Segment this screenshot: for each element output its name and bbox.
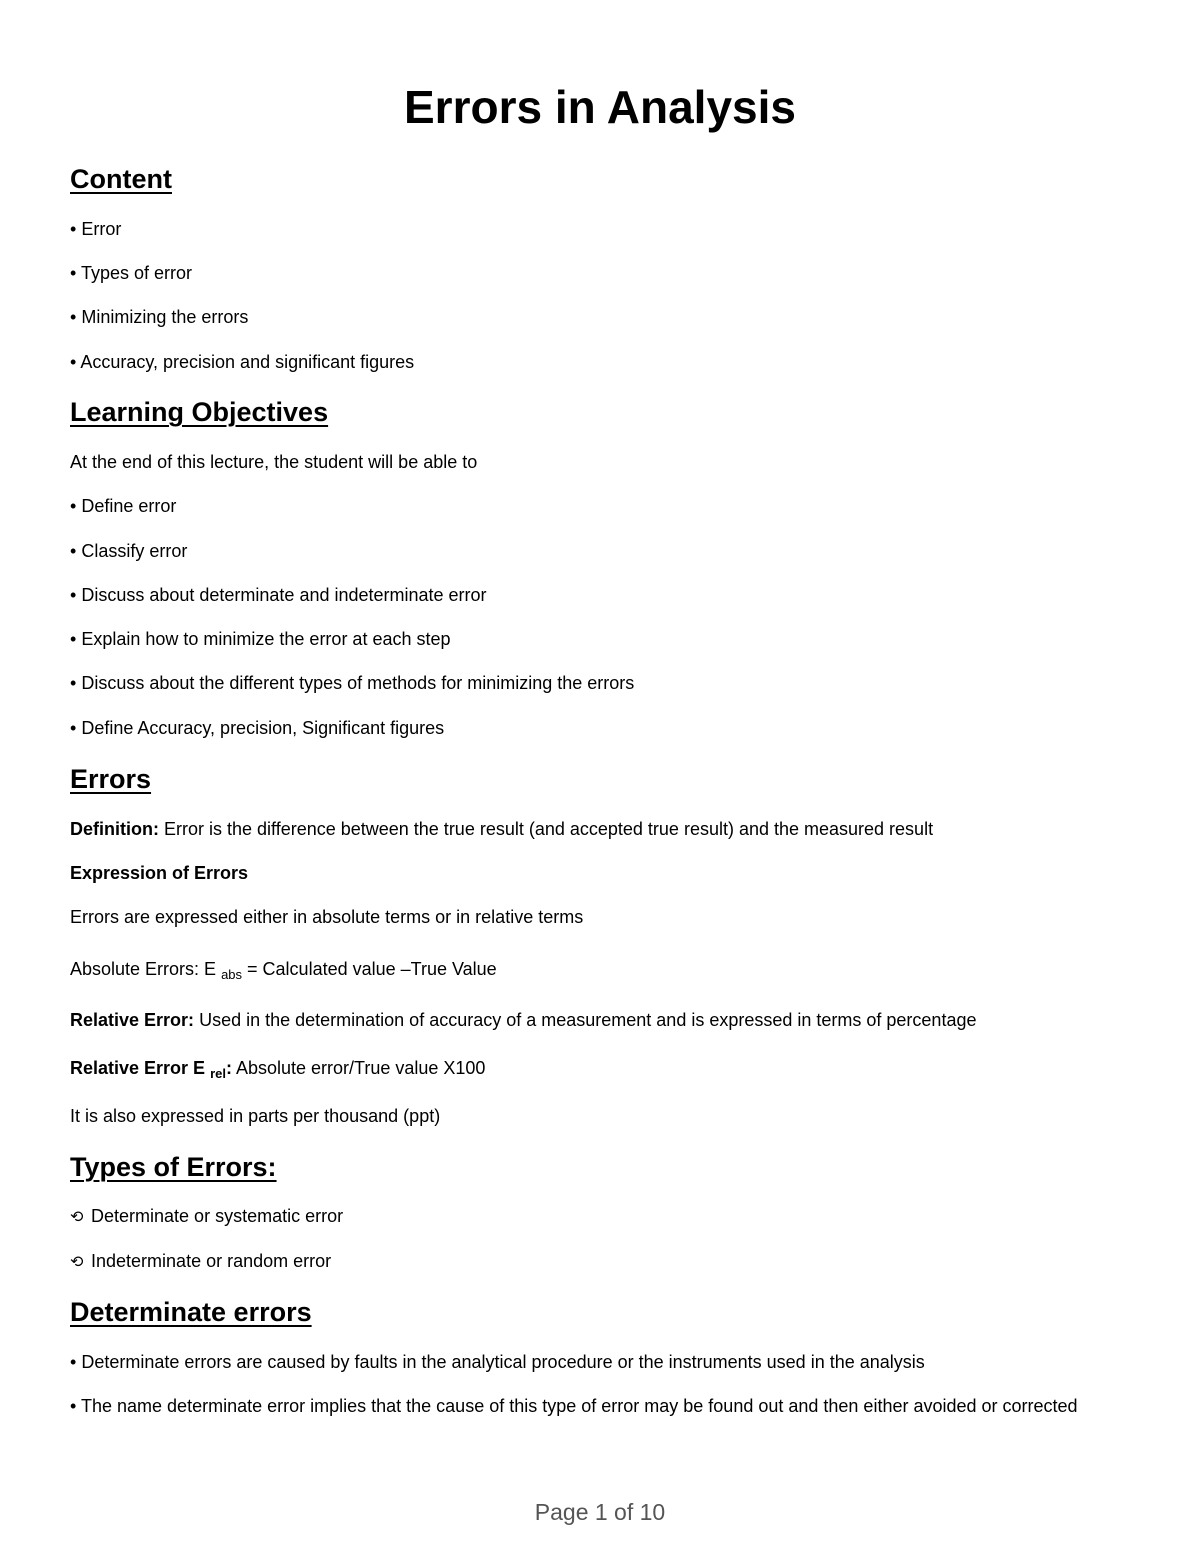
determinate-item: • Determinate errors are caused by faults in the analytical procedure or the instruments used in the analysis	[70, 1352, 925, 1372]
absolute-error-formula: Absolute Errors: E $_{abs}$ = Calculated value –True Value	[70, 959, 497, 982]
bullet-glyph: •	[70, 352, 77, 372]
objective-item: • Discuss about determinate and indeterminate error	[70, 585, 487, 605]
objective-item: • Discuss about the different types of methods for minimizing the errors	[70, 673, 635, 693]
definition-line	[70, 817, 1130, 841]
relative-error-label: Relative Error:	[70, 1010, 195, 1030]
cycle-icon: ⟲	[70, 1254, 84, 1271]
errors-heading: Errors	[70, 764, 152, 794]
bullet-glyph: •	[70, 541, 77, 561]
bullet-glyph: •	[70, 718, 77, 738]
bullet-glyph: •	[70, 1352, 77, 1372]
bullet-glyph: •	[70, 585, 77, 605]
cycle-icon: ⟲	[70, 1209, 84, 1226]
type-item: ⟲ Indeterminate or random error	[70, 1249, 1130, 1275]
type-item: ⟲ Determinate or systematic error	[70, 1204, 1130, 1230]
objective-item: • Classify error	[70, 541, 188, 561]
content-item: • Types of error	[70, 263, 193, 283]
expression-heading: Expression of Errors	[70, 863, 249, 883]
bullet-glyph: •	[70, 1396, 77, 1416]
relative-error-line: Relative Error: Used in the determination of accuracy of a measurement and is expressed in terms of percentage	[70, 1010, 977, 1030]
relative-error-formula: Relative Error E $_{rel}$: Absolute error/True value X100	[70, 1058, 486, 1081]
ppt-text: It is also expressed in parts per thousand (ppt)	[70, 1106, 441, 1126]
bullet-glyph: •	[70, 263, 77, 283]
content-item: • Accuracy, precision and significant figures	[70, 352, 415, 372]
determinate-heading: Determinate errors	[70, 1297, 312, 1327]
bullet-glyph: •	[70, 496, 77, 516]
content-item: • Error	[70, 219, 122, 239]
types-heading: Types of Errors:	[70, 1152, 277, 1182]
objective-item: • Explain how to minimize the error at each step	[70, 629, 451, 649]
definition-text: Error is the difference between the true result (and accepted true result) and the measured result	[158, 819, 934, 839]
determinate-item: • The name determinate error implies that the cause of this type of error may be found out and then either avoided or corrected	[70, 1396, 1078, 1416]
bullet-glyph: •	[70, 673, 77, 693]
expression-text: Errors are expressed either in absolute terms or in relative terms	[70, 907, 584, 927]
content-item: • Minimizing the errors	[70, 307, 249, 327]
definition-label: Definition:	[70, 819, 159, 839]
page-title: Errors in Analysis	[403, 81, 796, 133]
content-heading: Content	[70, 164, 172, 194]
objective-item: • Define Accuracy, precision, Significant figures	[70, 718, 445, 738]
bullet-glyph: •	[70, 219, 77, 239]
objectives-heading: Learning Objectives	[70, 397, 329, 427]
bullet-glyph: •	[70, 629, 77, 649]
page-indicator: Page 1 of 10	[534, 1499, 666, 1525]
objective-item: • Define error	[70, 496, 177, 516]
objectives-intro: At the end of this lecture, the student will be able to	[70, 452, 478, 472]
bullet-glyph: •	[70, 307, 77, 327]
